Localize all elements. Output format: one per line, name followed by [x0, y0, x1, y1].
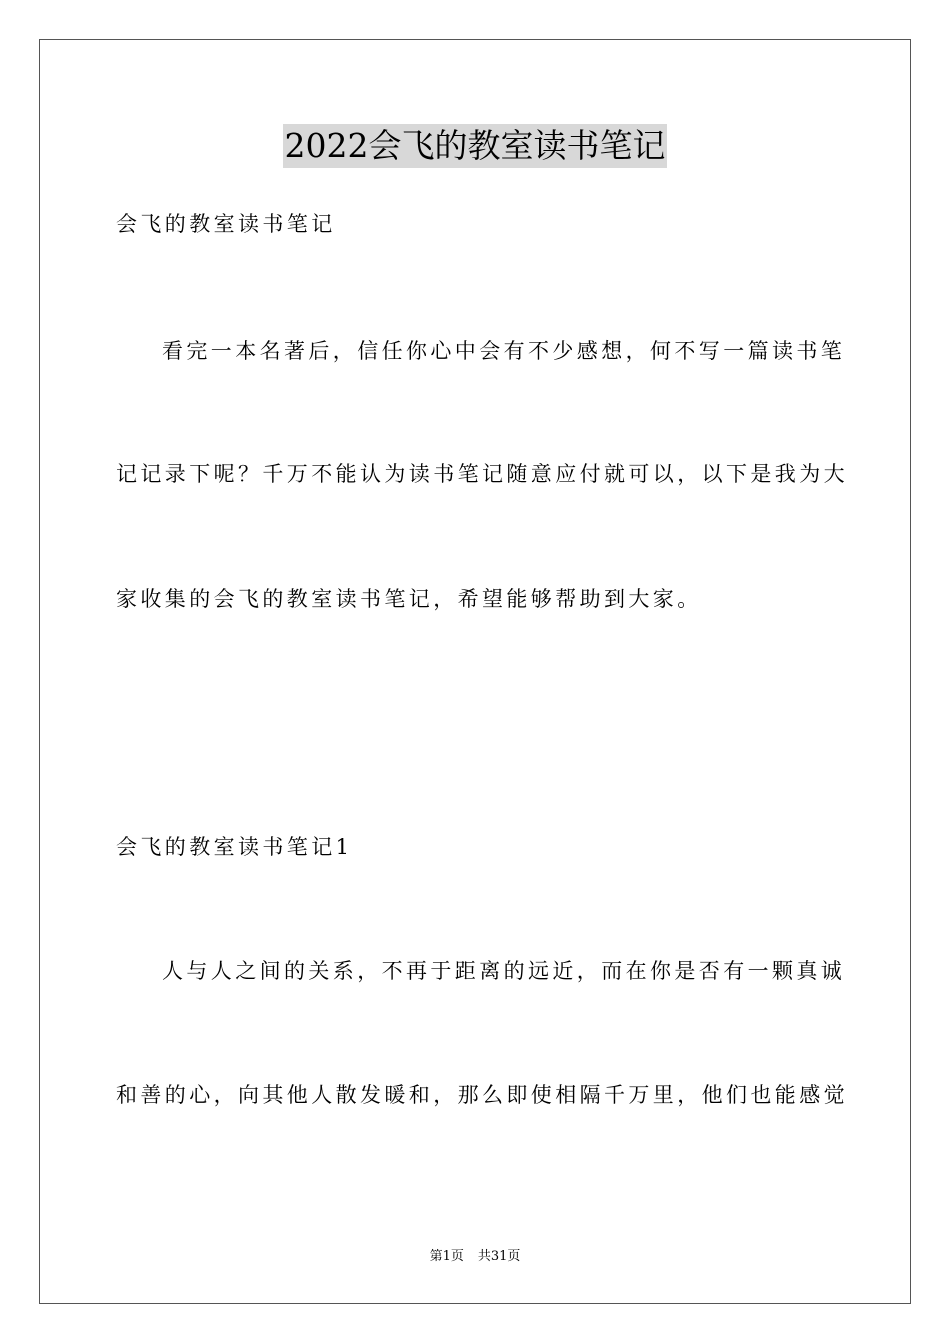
page-footer — [0, 1248, 950, 1266]
paragraph-line: 家收集的会飞的教室读书笔记，希望能够帮助到大家。 — [116, 587, 702, 611]
document-title: 2022会飞的教室读书笔记 — [283, 124, 668, 168]
paragraph-line: 人与人之间的关系，不再于距离的远近，而在你是否有一颗真诚 — [162, 959, 846, 983]
subtitle-line: 会飞的教室读书笔记 — [116, 212, 336, 236]
title-container — [0, 124, 950, 168]
section-heading: 会飞的教室读书笔记1 — [116, 835, 353, 859]
paragraph-line: 和善的心，向其他人散发暖和，那么即使相隔千万里，他们也能感觉 — [116, 1083, 848, 1107]
page-total: 共31页 — [477, 1249, 521, 1264]
paragraph-line: 记记录下呢？千万不能认为读书笔记随意应付就可以，以下是我为大 — [116, 462, 848, 486]
page-number: 第1页 — [429, 1249, 464, 1264]
paragraph-line: 看完一本名著后，信任你心中会有不少感想，何不写一篇读书笔 — [162, 339, 846, 363]
